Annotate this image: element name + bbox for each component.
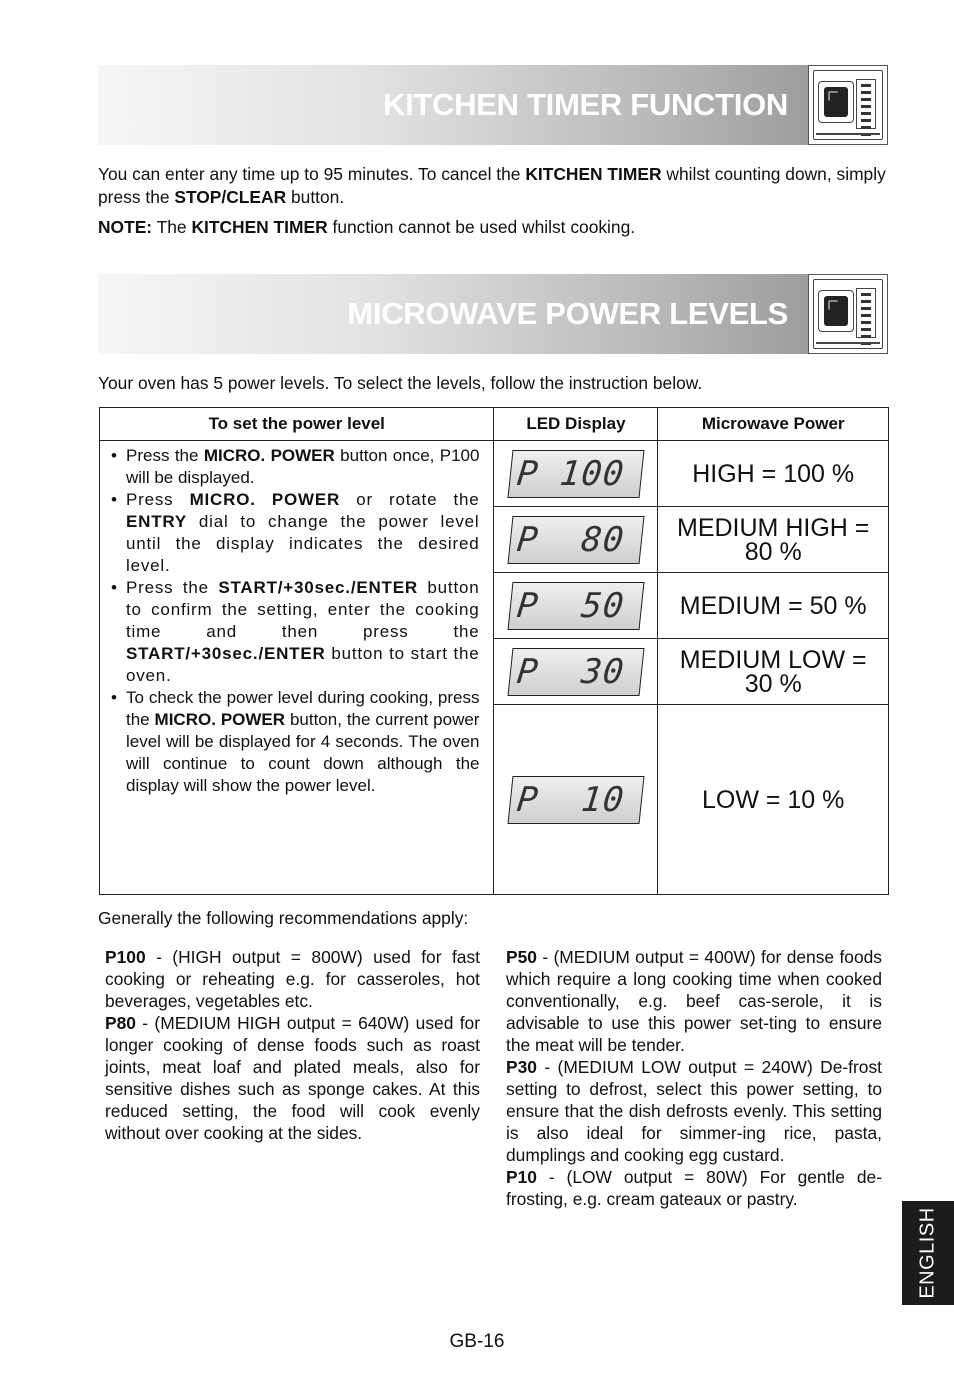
power-levels-title: MICROWAVE POWER LEVELS [347,296,788,331]
recommendation-p80: P80 - (MEDIUM HIGH output = 640W) used for longer cooking of dense foods such as roast joints, meat loaf and plated meals, also for sensitive dishes such as sponge cakes. At this reduced setting, the food will cook evenly without over cooking at the sides. [105,1013,480,1143]
recommendations-right [506,946,882,1210]
led-cell [494,573,658,639]
power-levels-intro: Your oven has 5 power levels. To select the levels, follow the instruction below. [98,373,703,393]
instruction-list [108,445,479,797]
kitchen-timer-note: NOTE: The KITCHEN TIMER function cannot be used whilst cooking. [98,217,636,237]
language-tab [902,1201,954,1305]
led-display: P 10 [507,776,644,824]
header-led-display: LED Display [494,408,658,441]
recommendation-p50: P50 - (MEDIUM output = 400W) for dense foods which require a long cooking time when cooked conventionally, e.g. beef cas-serole, it is advisable to use this power set-ting to ensure the meat will be tender. [506,947,882,1055]
language-label: ENGLISH [916,1207,939,1299]
instruction-item: • Press MICRO. POWER or rotate the ENTRY dial to change the power level until the display indicates the desired level. [108,489,479,577]
microwave-icon [808,274,888,354]
instruction-item: • Press the MICRO. POWER button once, P100 will be displayed. [108,445,479,489]
microwave-icon [808,65,888,145]
recommendation-p10: P10 - (LOW output = 80W) For gentle de-frosting, e.g. cream gateaux or pastry. [506,1167,882,1209]
led-display: P 80 [507,516,644,564]
kitchen-timer-banner [98,65,888,145]
instruction-item: • To check the power level during cooking, press the MICRO. POWER button, the current power level will be displayed for 4 seconds. The oven will continue to count down although the display will show the power level. [108,687,479,797]
kitchen-timer-intro: You can enter any time up to 95 minutes. To cancel the KITCHEN TIMER whilst counting down, simply press the STOP/CLEAR button. [98,164,886,207]
power-level-table [99,407,889,895]
kitchen-timer-title: KITCHEN TIMER FUNCTION [383,87,788,122]
header-set-power: To set the power level [100,408,494,441]
power-cell: MEDIUM = 50 % [658,573,889,639]
led-cell [494,705,658,895]
power-cell: HIGH = 100 % [658,441,889,507]
page-number: GB-16 [449,1331,505,1352]
led-cell [494,441,658,507]
power-cell: MEDIUM LOW = 30 % [658,639,889,705]
instructions-cell [100,441,494,895]
led-cell [494,507,658,573]
recommendations-intro: Generally the following recommendations apply: [98,908,469,928]
recommendations-left [105,946,480,1144]
header-microwave-power: Microwave Power [658,408,889,441]
led-cell [494,639,658,705]
power-levels-banner [98,274,888,354]
recommendation-p100: P100 - (HIGH output = 800W) used for fast cooking or reheating e.g. for casseroles, hot beverages, vegetables etc. [105,947,480,1011]
power-cell: LOW = 10 % [658,705,889,895]
instruction-item: • Press the START/+30sec./ENTER button to confirm the setting, enter the cooking time and then press the START/+30sec./ENTER button to start the oven. [108,577,479,687]
led-display: P 30 [507,648,644,696]
recommendation-p30: P30 - (MEDIUM LOW output = 240W) De-frost setting to defrost, select this power setting, to ensure that the dish defrosts evenly. This setting is also ideal for simmer-ing rice, pasta, dumplings and cooking egg custard. [506,1057,882,1165]
power-cell: MEDIUM HIGH = 80 % [658,507,889,573]
led-display: P 50 [507,582,644,630]
led-display: P 100 [507,450,644,498]
